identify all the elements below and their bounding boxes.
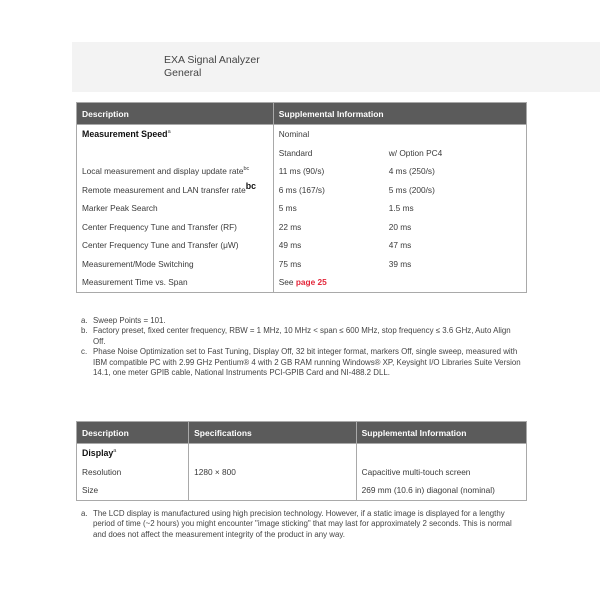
column-standard-label: Standard <box>278 147 313 158</box>
row-label: Measurement Time vs. Span <box>82 277 188 288</box>
table-row <box>77 162 527 181</box>
document-subtitle: General <box>164 67 202 79</box>
footnote: a. Sweep Points = 101. <box>81 316 166 325</box>
footnote: b. Factory preset, fixed center frequency, RBW = 1 MHz, 10 MHz < span ≤ 600 MHz, stop frequency ≤ 3.6 GHz, Auto Align Off. <box>81 326 511 346</box>
see-text: See <box>278 277 294 288</box>
table-row <box>77 273 527 292</box>
section-title: Display <box>82 448 114 459</box>
footnote-ref: a <box>113 448 117 455</box>
option-value: 4 ms (250/s) <box>388 166 435 177</box>
supplemental-value: Capacitive multi-touch screen <box>361 466 471 477</box>
table-row <box>77 444 527 463</box>
section-title: Measurement Speed <box>82 129 168 140</box>
measurement-speed-table <box>76 102 527 293</box>
row-label: Marker Peak Search <box>82 203 158 214</box>
standard-value: 6 ms (167/s) <box>278 184 325 195</box>
column-header-supplemental: Supplemental Information <box>356 422 526 444</box>
row-label: Measurement/Mode Switching <box>82 258 194 269</box>
table-row <box>77 199 527 218</box>
page-link[interactable]: page 25 <box>295 277 327 288</box>
footnote-ref: bc <box>245 180 256 191</box>
standard-value: 11 ms (90/s) <box>278 166 325 177</box>
option-value: 1.5 ms <box>388 203 414 214</box>
row-label: Resolution <box>82 466 122 477</box>
row-label: Remote measurement and LAN transfer rate <box>82 184 246 195</box>
option-value: 20 ms <box>388 221 412 232</box>
footnotes-display <box>81 509 521 540</box>
footnote-ref: bc <box>243 166 250 173</box>
option-value: 39 ms <box>388 258 412 269</box>
supplemental-value: 269 mm (10.6 in) diagonal (nominal) <box>361 485 495 496</box>
row-label: Center Frequency Tune and Transfer (RF) <box>82 221 237 232</box>
header-band <box>72 42 600 92</box>
column-header-specifications: Specifications <box>189 422 356 444</box>
standard-value: 5 ms <box>278 203 297 214</box>
standard-value: 22 ms <box>278 221 302 232</box>
section-title-cell <box>77 125 274 144</box>
spec-value: 1280 × 800 <box>194 466 236 477</box>
option-value: 47 ms <box>388 240 412 251</box>
table-row <box>77 481 527 500</box>
row-label: Local measurement and display update rate <box>82 166 244 177</box>
column-header-description: Description <box>77 422 189 444</box>
nominal-label: Nominal <box>278 129 310 140</box>
footnote: a. The LCD display is manufactured using high precision technology. However, if a static image is displayed for a lengthy period of time (~2 hours) you might encounter "image sticking" that may last for approximately 2 seconds. This is normal and does not affect the measurement integrity of the product in any way. <box>81 509 512 539</box>
footnote: c. Phase Noise Optimization set to Fast Tuning, Display Off, 32 bit integer format, markers Off, single sweep, measured with IBM compatible PC with 2.99 GHz Pentium® 4 with 2 GB RAM running Windows® XP, Keysight I/O Libraries Suite Version 14.1, one meter GPIB cable, National Instruments PCI-GPIB Card and NI-488.2 DLL. <box>81 347 521 378</box>
table-row <box>77 463 527 482</box>
footnote-ref: a <box>167 129 171 136</box>
table-row <box>77 236 527 255</box>
footnotes-measurement-speed <box>81 316 521 378</box>
row-label: Center Frequency Tune and Transfer (μW) <box>82 240 239 251</box>
row-label: Size <box>82 485 99 496</box>
table-row <box>77 181 527 200</box>
standard-value: 75 ms <box>278 258 302 269</box>
column-header-description: Description <box>77 103 274 125</box>
table-row <box>77 218 527 237</box>
column-option-label: w/ Option PC4 <box>388 147 443 158</box>
standard-value: 49 ms <box>278 240 302 251</box>
option-value: 5 ms (200/s) <box>388 184 435 195</box>
display-table <box>76 421 527 501</box>
table-row <box>77 255 527 274</box>
column-header-supplemental: Supplemental Information <box>273 103 526 125</box>
document-title: EXA Signal Analyzer <box>164 54 260 66</box>
